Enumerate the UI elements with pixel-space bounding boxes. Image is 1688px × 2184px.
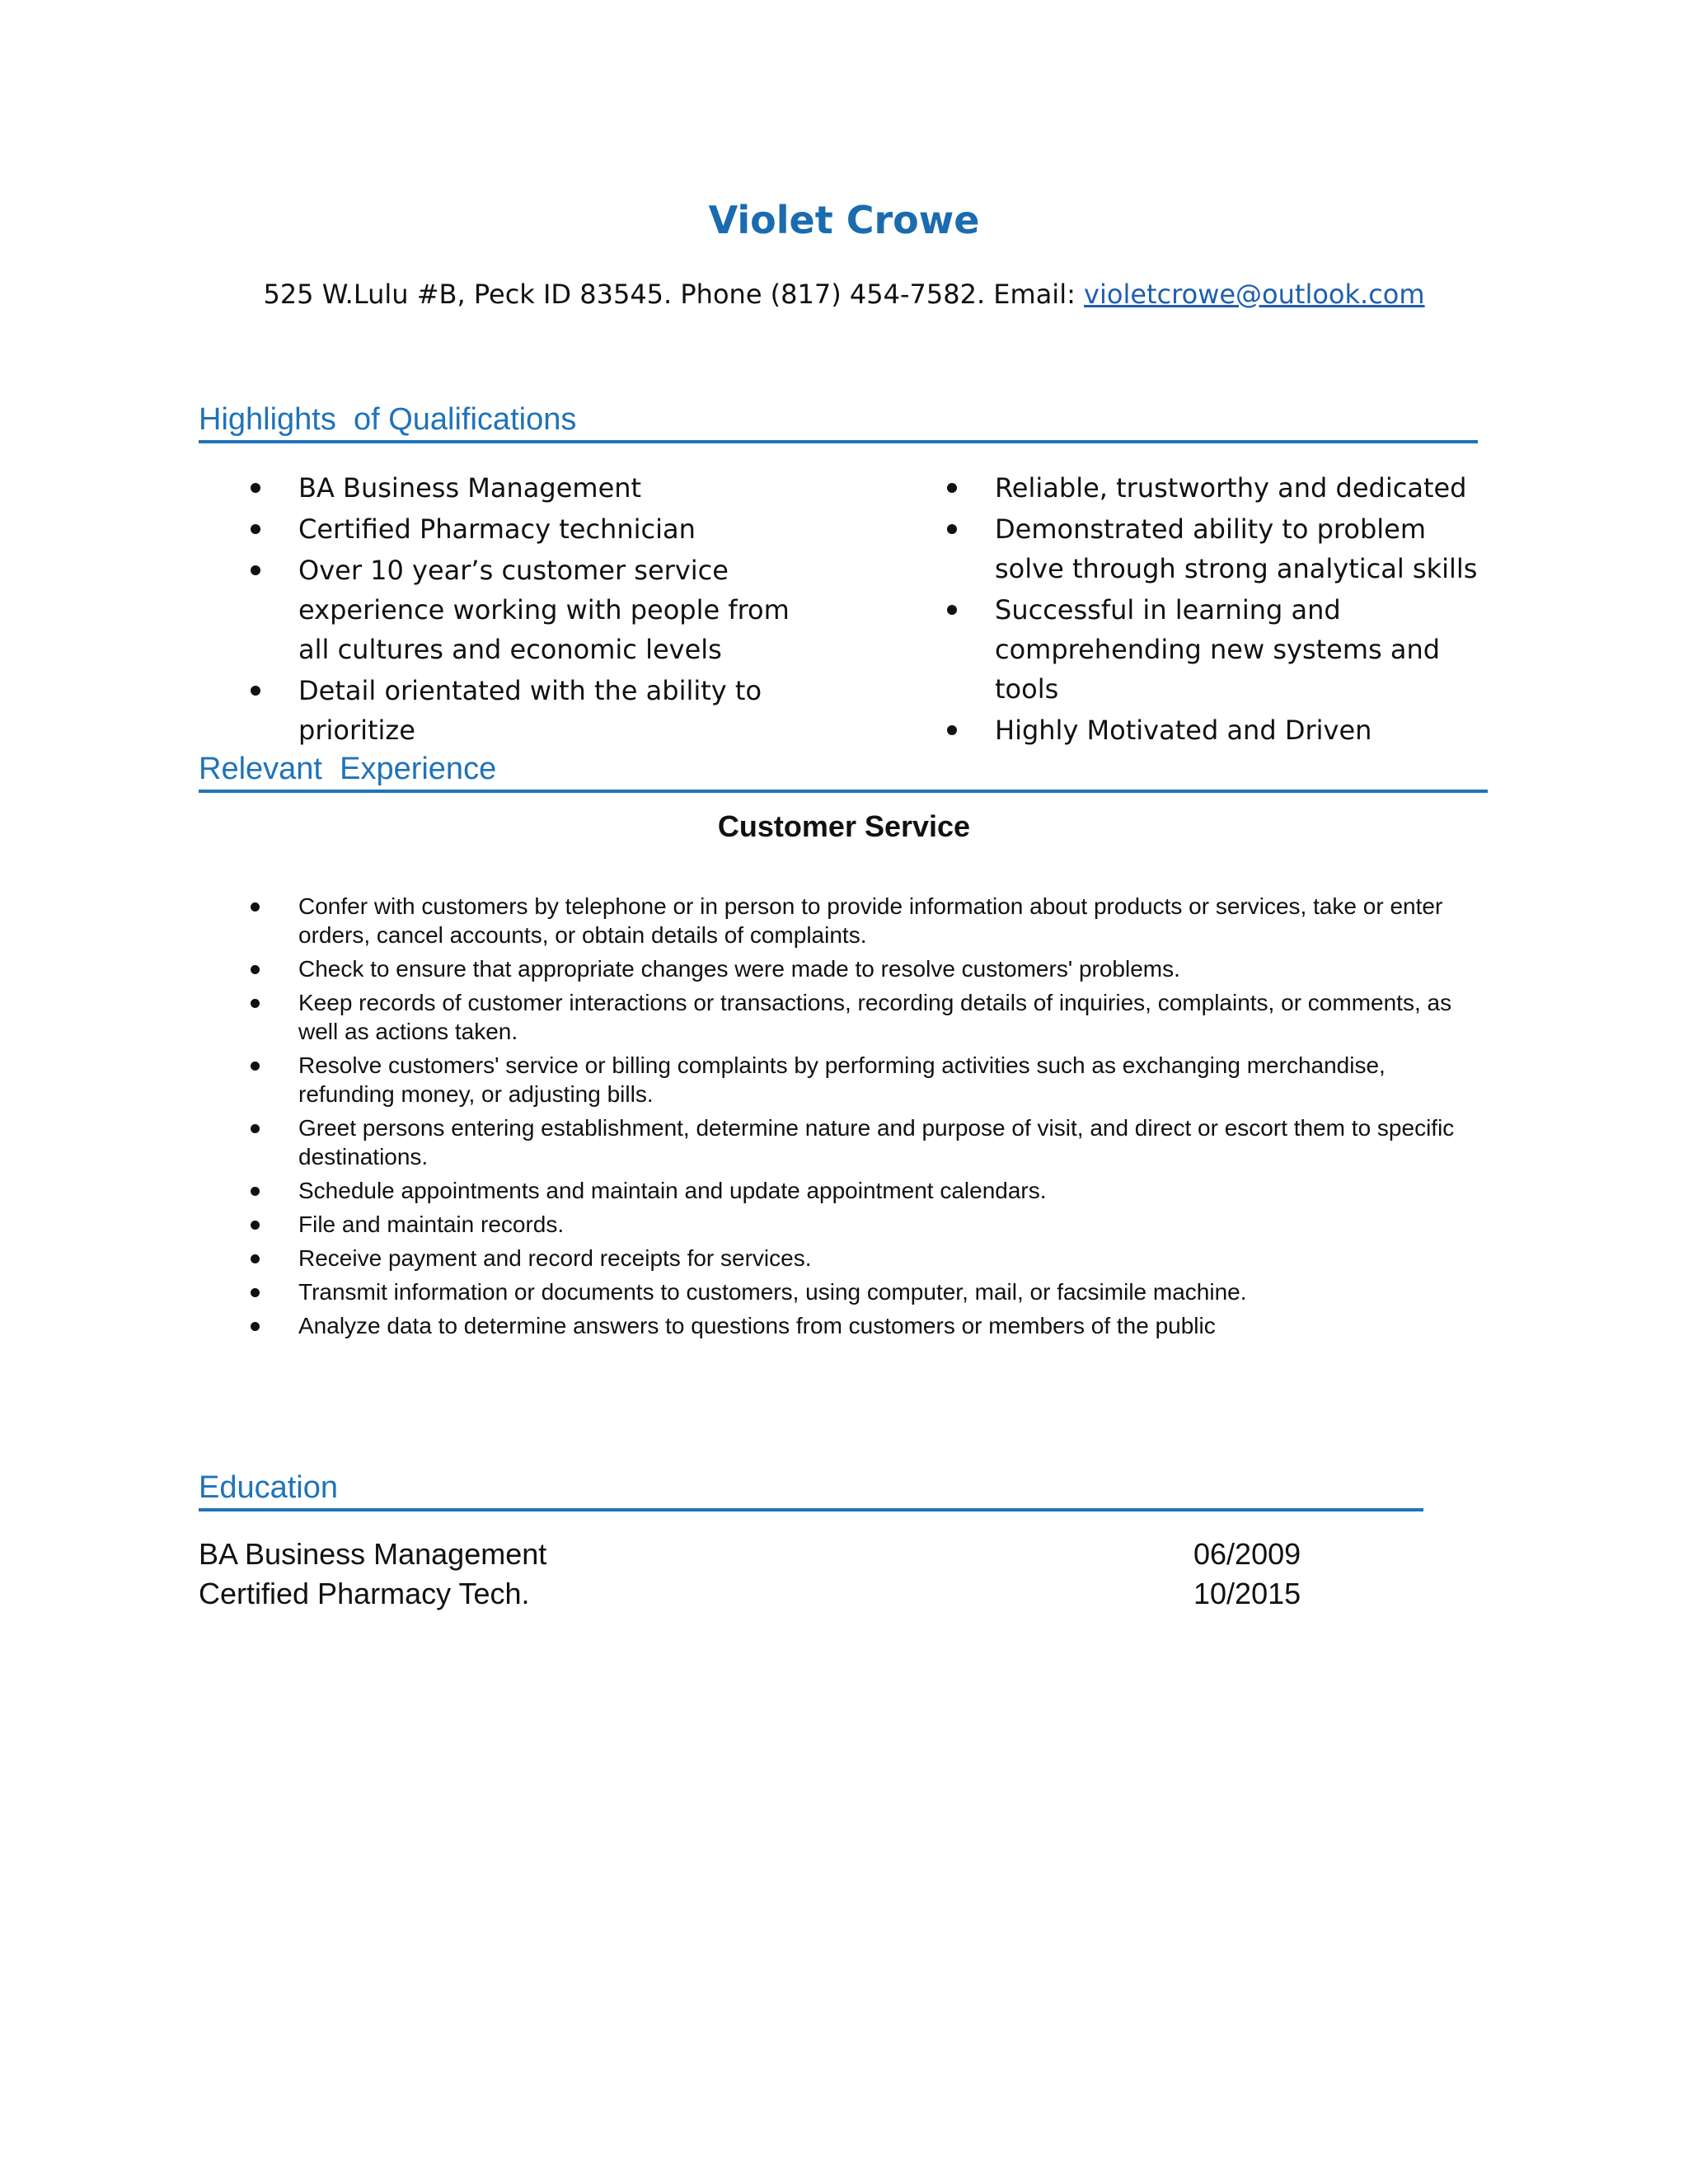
bullet-icon [251, 1062, 260, 1071]
list-item: Certified Pharmacy technician [298, 509, 809, 549]
bullet-icon [251, 1254, 260, 1263]
list-item: Detail orientated with the ability to prioritize [298, 671, 809, 750]
list-item: Over 10 year’s customer service experience working with people from all cultures and economic levels [298, 551, 809, 669]
experience-subheading: Customer Service [717, 809, 971, 843]
bullet-icon [251, 524, 260, 534]
list-item: Successful in learning and comprehending new systems and tools [995, 590, 1498, 709]
list-item: Highly Motivated and Driven [995, 710, 1498, 750]
bullet-icon [251, 1288, 260, 1297]
list-item: Keep records of customer interactions or transactions, recording details of inquiries, complaints, or comments, as well as actions taken. [298, 988, 1485, 1046]
bullet-icon [251, 565, 260, 575]
highlights-left-list [298, 468, 809, 752]
bullet-icon [947, 725, 957, 735]
contact-text: 525 W.Lulu #B, Peck ID 83545. Phone (817) 454-7582. Email: [263, 279, 1085, 310]
education-degree: Certified Pharmacy Tech. [199, 1577, 530, 1610]
list-item: Check to ensure that appropriate changes were made to resolve customers' problems. [298, 954, 1485, 983]
list-item: Demonstrated ability to problem solve through strong analytical skills [995, 509, 1498, 588]
list-item: File and maintain records. [298, 1210, 1485, 1239]
bullet-icon [251, 1221, 260, 1230]
candidate-name: Violet Crowe [708, 198, 980, 242]
education-degree: BA Business Management [199, 1537, 547, 1571]
education-heading: Education [199, 1469, 1423, 1511]
bullet-icon [947, 483, 957, 493]
contact-line [0, 279, 1688, 310]
bullet-icon [251, 1322, 260, 1331]
bullet-icon [251, 902, 260, 912]
bullet-icon [251, 1124, 260, 1133]
list-item: Analyze data to determine answers to questions from customers or members of the public [298, 1311, 1485, 1340]
list-item: Transmit information or documents to customers, using computer, mail, or facsimile machine. [298, 1277, 1485, 1306]
education-date: 06/2009 [1193, 1537, 1301, 1571]
experience-heading: Relevant Experience [199, 750, 1488, 793]
highlights-heading: Highlights of Qualifications [199, 401, 1478, 443]
bullet-icon [251, 965, 260, 974]
email-link[interactable]: violetcrowe@outlook.com [1084, 279, 1425, 310]
list-item: Receive payment and record receipts for services. [298, 1244, 1485, 1272]
bullet-icon [251, 483, 260, 493]
list-item: Schedule appointments and maintain and update appointment calendars. [298, 1176, 1485, 1205]
list-item: Reliable, trustworthy and dedicated [995, 468, 1498, 508]
list-item: Greet persons entering establishment, determine nature and purpose of visit, and direct or escort them to specific destinations. [298, 1113, 1485, 1171]
bullet-icon [251, 999, 260, 1008]
bullet-icon [947, 605, 957, 615]
bullet-icon [251, 686, 260, 696]
bullet-icon [251, 1187, 260, 1196]
highlights-right-list [995, 468, 1498, 752]
list-item: Resolve customers' service or billing complaints by performing activities such as exchanging merchandise, refunding money, or adjusting bills. [298, 1051, 1485, 1108]
duties-list [298, 892, 1485, 1345]
education-date: 10/2015 [1193, 1577, 1301, 1610]
bullet-icon [947, 524, 957, 534]
list-item: BA Business Management [298, 468, 809, 508]
list-item: Confer with customers by telephone or in person to provide information about products or services, take or enter orders, cancel accounts, or obtain details of complaints. [298, 892, 1485, 949]
